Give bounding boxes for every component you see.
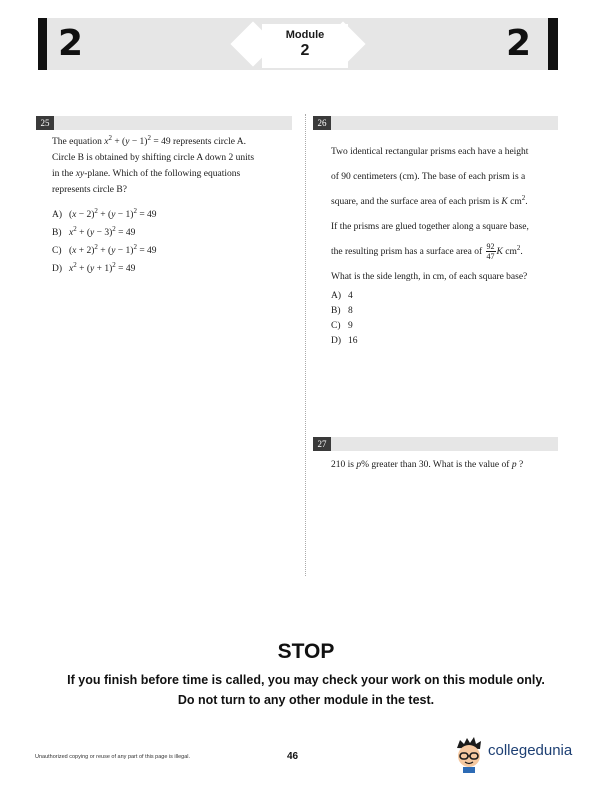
q26-line4: If the prisms are glued together along a square base, <box>331 222 529 232</box>
option-letter: D) <box>52 264 63 274</box>
option-letter: C) <box>331 321 341 331</box>
q26-line2: of 90 centimeters (cm). The base of each prism is a <box>331 172 526 182</box>
question-25-stem: The equation $x^2 + (y - 1)^2 = 49$ represents circle A. Circle B is obtained by shifting circle A down 2 units in the xy-plane. Which of the following equations represents circle B? <box>52 134 292 198</box>
q25-stem-text: in the <box>52 169 76 179</box>
q26-text: square, and the surface area of each prism is <box>331 197 502 207</box>
header-left-bar <box>38 18 47 70</box>
question-26-options <box>331 289 531 349</box>
module-number: 2 <box>300 42 310 59</box>
q25-stem-text: represents circle A. <box>170 137 247 147</box>
q26-text: cm <box>507 197 522 207</box>
module-label-box <box>262 24 348 68</box>
stop-line1: If you finish before time is called, you may check your work on this module only. <box>67 673 545 687</box>
option-letter: B) <box>52 228 62 238</box>
question-26-bar <box>313 116 558 130</box>
q25-stem-text: -plane. Which of the following equations <box>84 169 241 179</box>
header-module-number-right: 2 <box>506 23 532 64</box>
question-27-number: 27 <box>313 437 331 451</box>
q25-stem-line4: represents circle B? <box>52 185 127 195</box>
option-letter: A) <box>52 210 63 220</box>
option-value: 16 <box>348 336 358 346</box>
copyright-notice: Unauthorized copying or reuse of any part of this page is illegal. <box>35 754 191 760</box>
option-letter: A) <box>331 291 342 301</box>
brand-name: collegedunia <box>488 742 573 759</box>
brand-logo[interactable] <box>452 734 602 774</box>
q25-stem-line2: Circle B is obtained by shifting circle A down 2 units <box>52 153 255 163</box>
question-25-options <box>52 206 292 278</box>
question-27-stem <box>331 457 559 473</box>
q26-text: cm <box>502 247 517 257</box>
header-right-bar <box>548 18 558 70</box>
column-divider <box>305 114 306 576</box>
q25-option-b[interactable]: B) $x^2 + (y - 3)^2 = 49$ <box>52 224 292 242</box>
q26-option-d[interactable] <box>331 334 531 349</box>
q26-line1: Two identical rectangular prisms each have a height <box>331 147 529 157</box>
option-value: 8 <box>348 306 353 316</box>
q26-var: K <box>501 197 508 207</box>
mascot-icon <box>452 734 486 774</box>
q26-fraction <box>486 242 496 261</box>
q26-option-a[interactable] <box>331 289 531 304</box>
question-25-number: 25 <box>36 116 54 130</box>
q25-option-d[interactable]: D) $x^2 + (y + 1)^2 = 49$ <box>52 260 292 278</box>
q26-var: K <box>496 247 503 257</box>
option-letter: D) <box>331 336 342 346</box>
question-26-number: 26 <box>313 116 331 130</box>
option-value: 9 <box>348 321 353 331</box>
module-label: Module <box>285 29 325 41</box>
fraction-denominator: 47 <box>486 252 495 262</box>
q27-var: p <box>356 460 362 470</box>
option-letter: B) <box>331 306 341 316</box>
q25-stem-var: xy <box>75 169 85 179</box>
question-25-bar <box>36 116 292 130</box>
option-letter: C) <box>52 246 62 256</box>
q25-stem-text: The equation <box>52 137 105 147</box>
q25-option-c[interactable]: C) $(x + 2)^2 + (y - 1)^2 = 49$ <box>52 242 292 260</box>
stop-title: STOP <box>277 640 335 663</box>
q27-text: ? <box>516 460 524 470</box>
question-27-bar <box>313 437 558 451</box>
question-26-stem: Two identical rectangular prisms each have a height of 90 centimeters (cm). The base of each prism is a square, and the surface area of each prism is K $cm^2$. If the prisms are glued together along a square base, the resulting prism has a surface area of $\frac{92}{47}$ K $cm^2$. What is the side length, in cm, of each square base? <box>331 140 559 290</box>
page-number: 46 <box>287 751 299 762</box>
q27-text: % greater than 30. What is the value of <box>361 460 512 470</box>
q27-text: 210 is <box>331 460 357 470</box>
stop-instructions <box>0 670 612 710</box>
q26-text: the resulting prism has a surface area of <box>331 247 485 257</box>
fraction-numerator: 92 <box>486 242 495 252</box>
q27-var: p <box>511 460 517 470</box>
header-module-number-left: 2 <box>58 23 84 64</box>
option-value: 4 <box>348 291 353 301</box>
q25-option-a[interactable]: A) $(x - 2)^2 + (y - 1)^2 = 49$ <box>52 206 292 224</box>
stop-line2: Do not turn to any other module in the test. <box>177 693 435 707</box>
q26-option-c[interactable] <box>331 319 531 334</box>
q26-line6: What is the side length, in cm, of each square base? <box>331 272 528 282</box>
q26-option-b[interactable] <box>331 304 531 319</box>
